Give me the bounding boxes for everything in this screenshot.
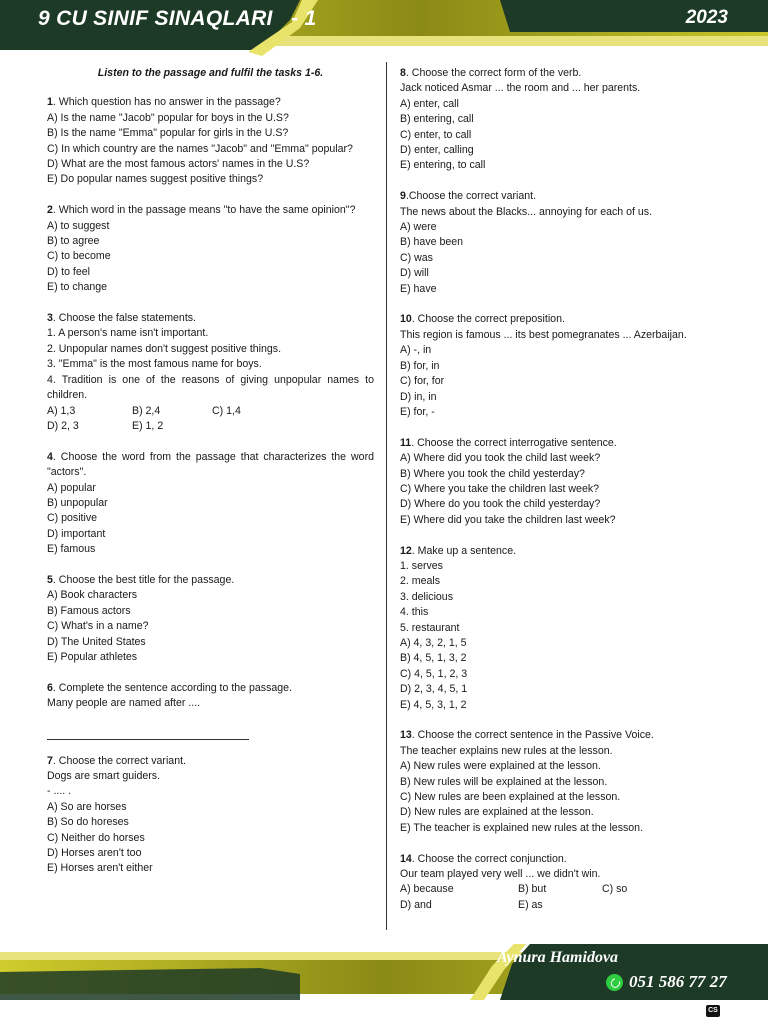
question-prompt: The news about the Blacks... annoying for each of us. — [400, 205, 653, 218]
question-text: . Complete the sentence according to the passage. — [52, 681, 293, 694]
question-2 — [47, 203, 374, 295]
question-prompt: This region is famous ... its best pomegranates ... Azerbaijan. — [400, 328, 687, 341]
question-7 — [47, 754, 374, 877]
question-number: 13 — [400, 729, 412, 742]
option[interactable]: E) The teacher is explained new rules at the lesson. — [400, 821, 644, 834]
option[interactable]: B) Where you took the child yesterday? — [400, 467, 585, 480]
option[interactable]: D) What are the most famous actors' names in the U.S? — [47, 158, 310, 171]
question-13 — [400, 728, 730, 836]
option[interactable]: B) 4, 5, 1, 3, 2 — [400, 652, 467, 665]
option[interactable]: D) enter, calling — [400, 144, 474, 157]
whatsapp-icon — [606, 974, 623, 991]
camscanner-badge: CS — [706, 1005, 720, 1017]
option[interactable]: E) to change — [47, 281, 108, 294]
option[interactable]: A) popular — [47, 481, 96, 494]
option[interactable]: D) to feel — [47, 265, 90, 278]
question-text: . Choose the correct preposition. — [411, 313, 565, 326]
question-text: . Which word in the passage means "to have the same opinion"? — [52, 204, 356, 217]
option[interactable]: A) because — [400, 883, 454, 896]
instruction: Listen to the passage and fulfil the tasks 1-6. — [97, 67, 324, 79]
question-text: . Choose the false statements. — [52, 312, 196, 325]
left-column — [47, 66, 374, 892]
question-number: 11 — [400, 436, 412, 449]
option[interactable]: E) for, - — [400, 405, 435, 418]
question-8 — [400, 66, 730, 174]
option[interactable]: A) Where did you took the child last week? — [400, 452, 601, 465]
option[interactable]: C) positive — [47, 512, 98, 525]
option[interactable]: A) Book characters — [47, 589, 138, 602]
question-prompt: Many people are named after .... — [47, 697, 201, 710]
option[interactable]: C) to become — [47, 250, 111, 263]
option[interactable]: A) Is the name "Jacob" popular for boys in the U.S? — [47, 111, 289, 124]
option[interactable]: C) enter, to call — [400, 128, 472, 141]
word-item: 4. this — [400, 606, 429, 619]
question-text: . Choose the correct variant. — [52, 754, 186, 767]
word-item: 5. restaurant — [400, 621, 460, 634]
option[interactable]: E) 1, 2 — [132, 419, 164, 432]
option[interactable]: B) entering, call — [400, 113, 474, 126]
option[interactable]: C) Neither do horses — [47, 831, 145, 844]
question-5 — [47, 573, 374, 665]
question-1 — [47, 95, 374, 187]
question-prompt: The teacher explains new rules at the lesson. — [400, 744, 613, 757]
question-10 — [400, 312, 730, 420]
header-banner — [0, 0, 768, 58]
question-text: . Choose the word from the passage that characterizes the word "actors". — [47, 450, 374, 479]
option[interactable]: A) So are horses — [47, 800, 127, 813]
option[interactable]: C) 1,4 — [212, 404, 241, 417]
option[interactable]: B) Famous actors — [47, 604, 131, 617]
question-text: . Make up a sentence. — [411, 544, 517, 557]
statement: 4. Tradition is one of the reasons of giving unpopular names to children. — [47, 373, 374, 402]
column-divider — [386, 62, 387, 930]
question-text: . Choose the correct form of the verb. — [405, 67, 582, 79]
option[interactable]: D) Where do you took the child yesterday? — [400, 498, 601, 511]
option[interactable]: C) In which country are the names "Jacob" and "Emma" popular? — [47, 142, 353, 155]
question-number: 1 — [47, 96, 53, 109]
question-text: . Choose the correct conjunction. — [411, 852, 567, 865]
option[interactable]: E) entering, to call — [400, 159, 486, 172]
question-text: . Choose the correct interrogative sentence. — [411, 436, 617, 449]
option[interactable]: B) New rules will be explained at the lesson. — [400, 775, 608, 788]
option[interactable]: C) New rules are been explained at the lesson. — [400, 791, 621, 804]
question-number: 5 — [47, 573, 53, 586]
option[interactable]: B) for, in — [400, 359, 440, 372]
option[interactable]: E) famous — [47, 543, 96, 556]
option[interactable]: E) Popular athletes — [47, 650, 138, 663]
option[interactable]: A) New rules were explained at the lesson. — [400, 760, 601, 773]
option[interactable]: D) will — [400, 267, 429, 280]
author-name: Aynura Hamidova — [497, 949, 619, 966]
option[interactable]: B) So do horeses — [47, 816, 129, 829]
option[interactable]: B) but — [518, 883, 547, 896]
question-3 — [47, 311, 374, 434]
question-number: 8 — [400, 67, 406, 79]
question-prompt: Dogs are smart guiders. — [47, 769, 161, 782]
question-12 — [400, 544, 730, 713]
option[interactable]: D) 2, 3 — [47, 419, 79, 432]
option[interactable]: D) and — [400, 898, 432, 911]
question-number: 14 — [400, 852, 412, 865]
page-title: 9 CU SINIF SINAQLARI - 1 — [38, 7, 317, 30]
option[interactable]: C) What's in a name? — [47, 620, 149, 633]
option[interactable]: D) 2, 3, 4, 5, 1 — [400, 683, 468, 696]
question-number: 10 — [400, 313, 412, 326]
word-item: 1. serves — [400, 559, 443, 572]
option[interactable]: C) for, for — [400, 375, 445, 388]
option[interactable]: C) was — [400, 251, 433, 264]
question-number: 3 — [47, 312, 53, 325]
word-item: 2. meals — [400, 575, 441, 588]
statement: 3. "Emma" is the most famous name for boys. — [47, 358, 262, 371]
question-number: 6 — [47, 681, 53, 694]
option[interactable]: A) 4, 3, 2, 1, 5 — [400, 636, 467, 649]
question-number: 2 — [47, 204, 53, 217]
option[interactable]: E) have — [400, 282, 437, 295]
option[interactable]: A) were — [400, 221, 437, 234]
question-number: 7 — [47, 754, 53, 767]
question-11 — [400, 436, 730, 528]
option[interactable]: C) 4, 5, 1, 2, 3 — [400, 667, 468, 680]
question-prompt: Jack noticed Asmar ... the room and ... her parents. — [400, 82, 641, 95]
question-text: . Which question has no answer in the passage? — [52, 96, 281, 109]
question-14 — [400, 852, 730, 914]
option[interactable]: E) 4, 5, 3, 1, 2 — [400, 698, 467, 711]
question-prompt: Our team played very well ... we didn't win. — [400, 868, 601, 881]
option[interactable]: E) as — [518, 898, 543, 911]
option[interactable]: A) 1,3 — [47, 404, 76, 417]
statement: 1. A person's name isn't important. — [47, 327, 209, 340]
question-prompt-reply: - .... . — [47, 785, 72, 798]
option[interactable]: B) have been — [400, 236, 464, 249]
question-text: . Choose the best title for the passage. — [52, 573, 235, 586]
question-number: 12 — [400, 544, 412, 557]
phone-number: 051 586 77 27 — [629, 972, 727, 991]
question-text: . Choose the correct sentence in the Passive Voice. — [411, 729, 654, 742]
option[interactable]: A) enter, call — [400, 97, 459, 110]
statement: 2. Unpopular names don't suggest positive things. — [47, 342, 282, 355]
right-column — [400, 66, 730, 929]
question-9 — [400, 189, 730, 297]
option[interactable]: D) important — [47, 527, 106, 540]
option[interactable]: D) The United States — [47, 635, 146, 648]
option[interactable]: D) Horses aren't too — [47, 847, 142, 860]
option[interactable]: E) Where did you take the children last week? — [400, 513, 616, 526]
phone-contact — [606, 972, 727, 992]
question-number: 9 — [400, 190, 406, 203]
option[interactable]: A) -, in — [400, 344, 432, 357]
option[interactable]: D) in, in — [400, 390, 437, 403]
question-number: 4 — [47, 450, 53, 463]
option[interactable]: E) Do popular names suggest positive things? — [47, 173, 264, 186]
year-label: 2023 — [685, 7, 728, 28]
option[interactable]: D) New rules are explained at the lesson. — [400, 806, 594, 819]
option[interactable]: C) Where you take the children last week? — [400, 482, 600, 495]
option[interactable]: C) so — [602, 883, 628, 896]
option[interactable]: B) Is the name "Emma" popular for girls in the U.S? — [47, 127, 289, 140]
question-4 — [47, 450, 374, 558]
question-text: .Choose the correct variant. — [405, 190, 537, 203]
question-6 — [47, 681, 374, 740]
word-item: 3. delicious — [400, 590, 453, 603]
option[interactable]: B) unpopular — [47, 496, 108, 509]
answer-blank-line[interactable] — [47, 727, 249, 740]
option[interactable]: A) to suggest — [47, 219, 110, 232]
option[interactable]: B) 2,4 — [132, 404, 161, 417]
option[interactable]: B) to agree — [47, 235, 100, 248]
option[interactable]: E) Horses aren't either — [47, 862, 153, 875]
